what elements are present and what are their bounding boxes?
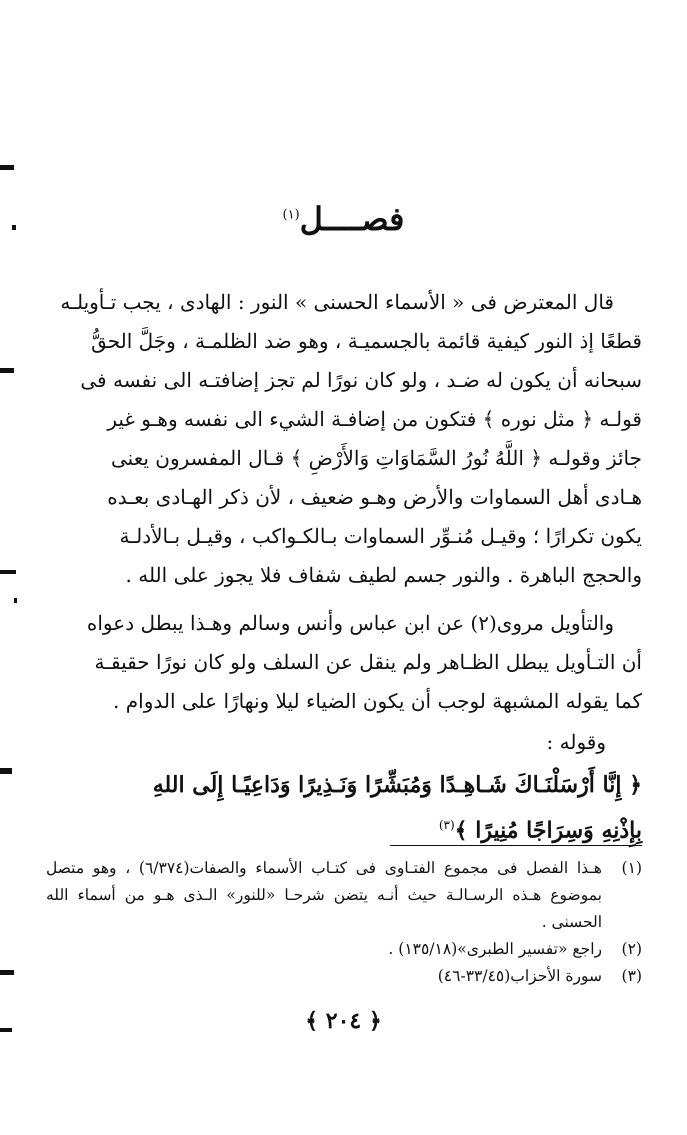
paragraph-line: والحجج الباهرة . والنور جسم لطيف شفاف فلا يجوز على الله .: [125, 563, 642, 587]
paragraph-line: يكون تكرارًا ؛ وقيـل مُنـوِّر السماوات بـالكـواكب ، وقيـل بـالأدلـة: [119, 524, 642, 548]
footnote-number: (٣): [621, 967, 642, 985]
paragraph-line: أن التـأويل يبطل الظـاهر ولم ينقل عن السلف ولو كان نورًا حقيقـة: [94, 650, 642, 674]
footnote-text: سورة الأحزاب(٣٣/٤٥-٤٦): [437, 967, 602, 985]
footnote: [46, 936, 642, 963]
paragraph-line: قطعًا إذ النور كيفية قائمة بالجسميـة ، وهو ضد الظلمـة ، وجَلَّ الحقُّ: [91, 329, 642, 353]
paragraph-line: قال المعترض فى « الأسماء الحسنى » النور : الهادى ، يجب تـأويلـه: [60, 290, 614, 314]
heading-footnote-ref: (١): [282, 207, 300, 223]
paragraph-line: جائز وقولـه ﴿ اللَّهُ نُورُ السَّمَاوَاتِ وَالأَرْضِ ﴾ قـال المفسرون يعنى: [110, 446, 642, 470]
paragraph-2: [46, 604, 642, 721]
heading-title: فصــــل: [299, 200, 405, 238]
paragraph-line: قولـه ﴿ مثل نوره ﴾ فتكون من إضافـة الشيء الى نفسه وهـو غير: [107, 407, 642, 431]
verse-line-2: [46, 805, 642, 850]
paragraph-line: والتأويل مروى(٢) عن ابن عباس وأنس وسالم وهـذا يبطل دعواه: [86, 611, 614, 635]
quran-verse: [46, 765, 642, 850]
verse-footnote-ref: (٣): [438, 818, 455, 832]
scan-mark: [0, 368, 14, 373]
scan-mark: [0, 570, 16, 574]
verse-intro: وقوله :: [546, 730, 606, 754]
footnote-number: (١): [621, 859, 642, 877]
scan-mark: [0, 768, 12, 774]
paragraph-line: كما يقوله المشبهة لوجب أن يكون الضياء ليلا ونهارًا على الدوام .: [113, 689, 642, 713]
section-heading: [0, 200, 687, 238]
footnote-divider: [390, 845, 642, 846]
verse-line: بِإِذْنِهِ وَسِرَاجًا مُنِيرًا ﴾: [454, 817, 642, 844]
footnote-text: راجع «تفسير الطبرى»(١٣٥/١٨) .: [388, 940, 602, 958]
footnotes: [46, 855, 642, 990]
footnote-text: هـذا الفصل فى مجموع الفتـاوى فى كتـاب الأسماء والصفات(٦/٣٧٤) ، وهو متصل بموضوع هـذه الرسـالـة حيث أنـه يتضن شرحـا «للنور» الـذى هـو من أسماء الله الحسنى .: [46, 859, 602, 931]
scan-mark: [14, 598, 17, 603]
footnote: [46, 855, 642, 936]
paragraph-line: سبحانه أن يكون له ضـد ، ولو كان نورًا لم تجز إضافتـه الى نفسه فى: [80, 368, 642, 392]
paragraph-1: [46, 283, 642, 595]
paragraph-line: هـادى أهل السماوات والأرض وهـو ضعيف ، لأن ذكر الهـادى بعـده: [107, 485, 642, 509]
page-number: ﴿ ٢٠٤ ﴾: [305, 1008, 382, 1034]
footnote: [46, 963, 642, 990]
footnote-number: (٢): [621, 940, 642, 958]
verse-line: ﴿ إِنَّا أَرْسَلْنَـاكَ شَـاهِـدًا وَمُبَشِّرًا وَنَـذِيرًا وَدَاعِيًـا إِلَى اللهِ: [152, 772, 642, 798]
scan-mark: [0, 165, 14, 170]
scan-mark: [0, 970, 14, 975]
